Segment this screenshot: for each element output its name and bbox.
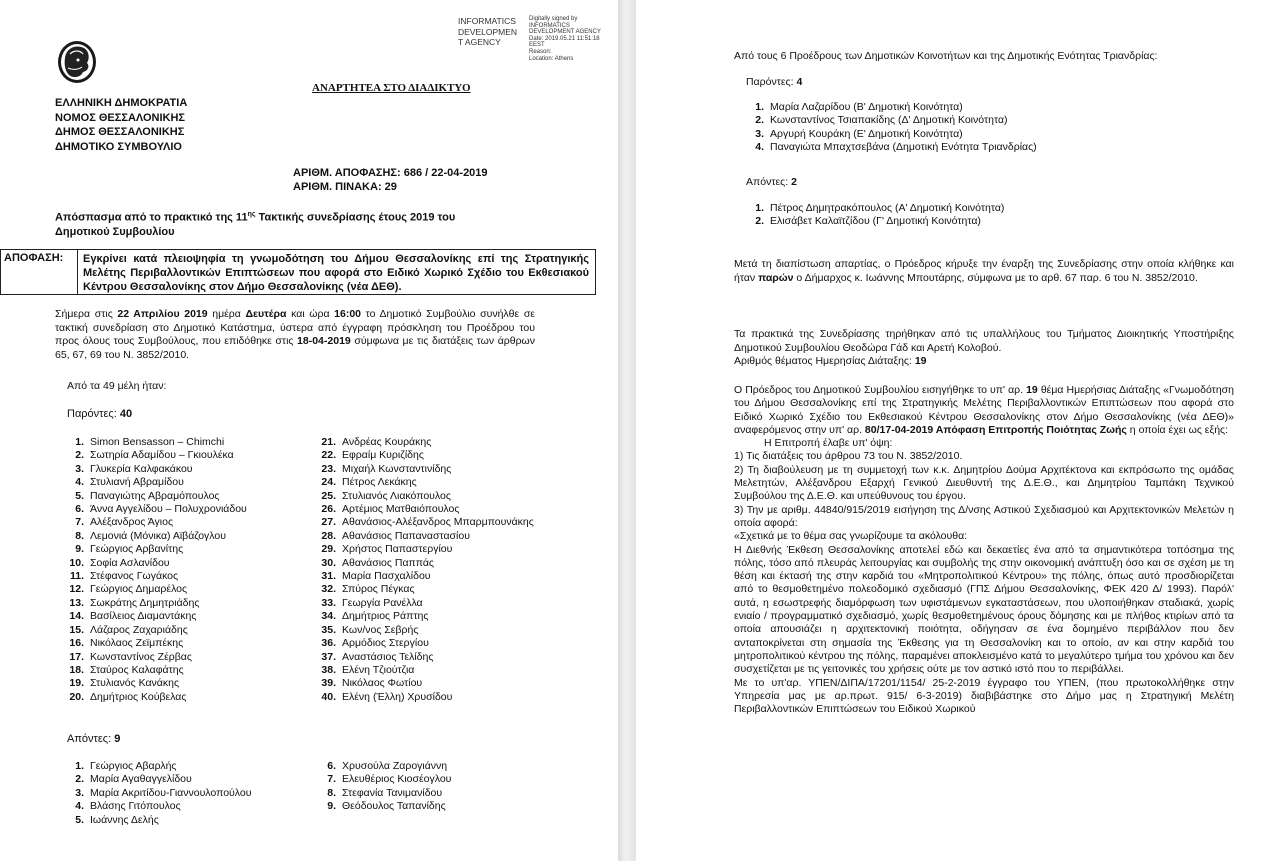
list-number: 38. (321, 663, 336, 676)
absent-member (64, 787, 251, 800)
member-name: Λεμονιά (Μόνικα) Αϊβάζογλου (90, 529, 226, 542)
member-name: Σωτηρία Αδαμίδου – Γκιουλέκα (90, 449, 234, 462)
member-name: Γεωργία Ρανέλλα (342, 596, 423, 609)
present-member (316, 583, 534, 596)
member-name: Αργυρή Κουράκη (Ε' Δημοτική Κοινότητα) (770, 127, 963, 140)
page-gutter (618, 0, 636, 861)
present-president (744, 101, 1037, 114)
list-number: 30. (321, 556, 336, 569)
decision-box (0, 249, 596, 295)
present-count: 4 (796, 76, 803, 88)
document-page-left (0, 0, 618, 861)
presidents-present-list (744, 101, 1037, 155)
absent-label: Απόντες: (746, 176, 792, 188)
present-list-col2 (316, 436, 534, 704)
meeting-day: Δευτέρα (245, 308, 287, 320)
list-number: 1. (755, 101, 764, 113)
present-member (64, 476, 247, 489)
extract-title-text: Απόσπασμα από το πρακτικό της 11 (55, 211, 248, 224)
quorum-paragraph (734, 258, 1234, 285)
intro-text: Σήμερα στις (55, 308, 118, 320)
extract-title (55, 208, 555, 239)
report-text: η οποία έχει ως εξής: (1126, 423, 1229, 436)
list-number: 11. (69, 570, 84, 583)
decision-separator (77, 250, 78, 294)
member-name: Πέτρος Λεκάκης (342, 476, 417, 489)
extract-title-text-2: Τακτικής συνεδρίασης έτους 2019 του (255, 211, 456, 224)
considered-item-3: 3) Την με αριθμ. 44840/915/2019 εισήγηση της Δ/νσης Αστικού Σχεδιασμού και Αρχιτεκτονικών Μελετών η οποία αφορά: (734, 503, 1234, 529)
list-number: 27. (321, 516, 336, 529)
present-heading (67, 407, 132, 421)
member-name: Ελένη (Έλλη) Χρυσίδου (342, 690, 453, 703)
present-member (316, 449, 534, 462)
present-member (64, 597, 247, 610)
minutes-paragraph: Τα πρακτικά της Συνεδρίασης τηρήθηκαν από τις υπαλλήλους του Τμήματος Διοικητικής Υποστήριξης Δημοτικού Συμβουλίου Θεοδώρα Γάδ και Αρετή Κολοβού. (734, 328, 1234, 354)
presidents-heading: Από τους 6 Προέδρους των Δημοτικών Κοινοτήτων και της Δημοτικής Ενότητας Τριανδρίας: (734, 50, 1158, 62)
decision-number: ΑΡΙΘΜ. ΑΠΟΦΑΣΗΣ: 686 / 22-04-2019 (293, 167, 488, 179)
agenda-number: 19 (914, 355, 927, 367)
present-member (64, 530, 247, 543)
member-name: Παναγιώτης Αβραμόπουλος (90, 489, 220, 502)
present-member (64, 637, 247, 650)
member-name: Στυλιανός Κανάκης (90, 677, 180, 690)
list-number: 7. (75, 516, 84, 529)
quorum-text: ο Δήμαρχος κ. Ιωάννης Μπουτάρης, σύμφωνα με το αρθ. 67 παρ. 6 του Ν. 3852/2010. (793, 271, 1198, 284)
absent-member (64, 760, 251, 773)
member-name: Ανδρέας Κουράκης (342, 436, 432, 448)
list-number: 36. (321, 637, 336, 650)
present-member (316, 490, 534, 503)
absent-president (744, 215, 1004, 228)
signature-details: Digitally signed by INFORMATICS DEVELOPMENT AGENCY Date: 2019.05.21 11:51:18 EEST Reason: Location: Athens (529, 16, 601, 62)
absent-count: 2 (791, 176, 797, 188)
member-name: Σταύρος Καλαφάτης (90, 663, 184, 676)
member-name: Χρήστος Παπαστεργίου (342, 543, 453, 556)
present-member (316, 651, 534, 664)
member-name: Μαρία Λαζαρίδου (Β' Δημοτική Κοινότητα) (770, 101, 963, 113)
present-list-col1 (64, 436, 247, 704)
intro-text: σύμφωνα με τις διατάξεις των άρθρων 65, 67, 69 του Ν. 3852/2010. (55, 335, 536, 361)
member-name: Αλέξανδρος Άγιος (90, 516, 174, 529)
member-name: Στυλιανός Λιακόπουλος (342, 489, 451, 502)
list-number: 31. (321, 570, 336, 583)
present-member (64, 624, 247, 637)
absent-member (64, 814, 251, 827)
list-number: 29. (321, 543, 336, 556)
list-number: 37. (321, 650, 336, 663)
list-number: 35. (321, 623, 336, 636)
present-member (316, 463, 534, 476)
member-name: Στέφανος Γωγάκος (90, 570, 179, 583)
report-topic-number: 19 (1026, 384, 1038, 396)
list-number: 5. (75, 813, 84, 826)
member-name: Μαρία Ακριτίδου-Γιαννουλοπούλου (90, 786, 252, 799)
list-number: 2. (755, 215, 764, 228)
intro-text: και ώρα (286, 308, 335, 320)
present-member (64, 543, 247, 556)
member-name: Λάζαρος Ζαχαριάδης (90, 623, 188, 636)
list-number: 8. (75, 529, 84, 542)
absent-member (316, 760, 451, 773)
present-member (316, 691, 534, 704)
present-member (316, 543, 534, 556)
present-member (316, 677, 534, 690)
member-name: Βλάσης Γιτόπουλος (90, 800, 181, 813)
intro-text: το Δημοτικό Συμβούλιο συνήλθε σε τακτική συνεδρίαση στο Δημοτικό Κατάστημα, ύστερα από έγγραφη πρόσκληση του Προέδρου του προς όλους τους Συμβούλους, που επιδόθηκε στις (55, 308, 535, 347)
list-number: 21. (321, 436, 336, 448)
list-number: 15. (69, 623, 84, 636)
absent-member (316, 773, 451, 786)
member-name: Νικόλαος Φωτίου (342, 677, 423, 690)
list-number: 40. (321, 690, 336, 703)
member-name: Κωνσταντίνος Ζέρβας (90, 650, 192, 663)
presidents-absent-heading (746, 176, 797, 190)
list-number: 34. (321, 610, 336, 623)
present-member (316, 610, 534, 623)
member-name: Αθανάσιος-Αλέξανδρος Μπαρμπουνάκης (342, 516, 534, 529)
list-number: 24. (321, 476, 336, 489)
present-member (64, 651, 247, 664)
extract-title-line2: Δημοτικού Συμβουλίου (55, 225, 175, 238)
list-number: 10. (69, 556, 84, 569)
list-number: 4. (75, 800, 84, 813)
present-member (316, 436, 534, 449)
header-line: ΔΗΜΟΤΙΚΟ ΣΥΜΒΟΥΛΙΟ (55, 140, 182, 153)
present-member (316, 503, 534, 516)
agenda-line (734, 355, 927, 369)
list-number: 9. (75, 543, 84, 556)
member-name: Αθανάσιος Παππάς (342, 556, 434, 569)
header-line: ΕΛΛΗΝΙΚΗ ΔΗΜΟΚΡΑΤΙΑ (55, 97, 188, 109)
member-name: Γλυκερία Καλφακάκου (90, 462, 193, 475)
member-name: Στυλιανή Αβραμίδου (90, 476, 184, 489)
member-name: Σωκράτης Δημητριάδης (90, 596, 200, 609)
present-member (64, 463, 247, 476)
present-member (316, 557, 534, 570)
intro-text: ημέρα (207, 308, 246, 320)
present-member (316, 476, 534, 489)
member-name: Σπύρος Πέγκας (342, 583, 415, 596)
present-label: Παρόντες: (746, 76, 797, 88)
list-number: 14. (69, 610, 84, 623)
meeting-time: 16:00 (334, 308, 361, 320)
member-name: Στεφανία Τανιμανίδου (342, 786, 443, 799)
present-member (316, 570, 534, 583)
list-number: 4. (755, 141, 764, 154)
list-number: 26. (321, 503, 336, 516)
list-number: 22. (321, 449, 336, 462)
member-name: Δημήτριος Ράπτης (342, 610, 429, 623)
hellenic-emblem-icon (56, 38, 98, 86)
quorum-bold: παρών (758, 271, 794, 284)
decision-label: ΑΠΟΦΑΣΗ: (4, 252, 64, 264)
authority-header (55, 96, 187, 154)
member-name: Σοφία Ασλανίδου (90, 556, 170, 569)
member-name: Αρτέμιος Ματθαιόπουλος (342, 503, 460, 516)
considered-item-1: 1) Τις διατάξεις του άρθρου 73 του Ν. 3852/2010. (734, 450, 963, 463)
list-number: 5. (75, 489, 84, 502)
committee-line: H Επιτροπή έλαβε υπ' όψη: (764, 437, 893, 450)
header-line: ΔΗΜΟΣ ΘΕΣΣΑΛΟΝΙΚΗΣ (55, 126, 185, 138)
list-number: 1. (755, 202, 764, 214)
list-number: 3. (75, 462, 84, 475)
posting-title: ΑΝΑΡΤΗΤΕΑ ΣΤΟ ΔΙΑΔΙΚΤΥΟ (312, 82, 471, 94)
member-name: Ελένη Τζιούτζια (342, 663, 415, 676)
presidents-absent-list (744, 202, 1004, 229)
present-president (744, 128, 1037, 141)
list-number: 28. (321, 529, 336, 542)
table-number: ΑΡΙΘΜ. ΠΙΝΑΚΑ: 29 (293, 181, 397, 193)
list-number: 16. (69, 637, 84, 650)
present-president (744, 141, 1037, 154)
present-member (64, 677, 247, 690)
present-member (64, 610, 247, 623)
present-count: 40 (119, 408, 133, 420)
list-number: 2. (75, 773, 84, 786)
report-reference: 80/17-04-2019 Απόφαση Επιτροπής Ποιότητας Ζωής (864, 423, 1127, 436)
member-name: Ελισάβετ Καλαϊτζίδου (Γ' Δημοτική Κοινότητα) (770, 215, 981, 228)
present-member (64, 436, 247, 449)
list-number: 6. (327, 760, 336, 772)
present-member (64, 583, 247, 596)
list-number: 1. (75, 760, 84, 772)
member-name: Ελευθέριος Κιοσέογλου (342, 773, 452, 786)
member-name: Κων/νος Σεβρής (342, 623, 419, 636)
absent-president (744, 202, 1004, 215)
presidents-present-heading (746, 76, 802, 90)
list-number: 17. (69, 650, 84, 663)
final-paragraph: Με το υπ'αρ. ΥΠΕΝ/ΔΙΠΑ/17201/1154/ 25-2-2019 έγγραφο του ΥΠΕΝ, (που πρωτοκολλήθηκε στην Υπηρεσία μας με αρ.πρωτ. 915/ 6-3-2019) διαβιβάστηκε στο Δήμο μας η Στρατηγική Μελέτη Περιβαλλοντικών Επιπτώσεων του Ειδικού Χωρικού (734, 676, 1234, 716)
intro-paragraph (55, 308, 535, 362)
list-number: 18. (69, 663, 84, 676)
report-text: Ο Πρόεδρος του Δημοτικού Συμβουλίου εισηγήθηκε το υπ' αρ. (734, 384, 1027, 396)
absent-member (64, 800, 251, 813)
present-member (316, 516, 534, 529)
member-name: Αθανάσιος Παπαναστασίου (342, 529, 470, 542)
agenda-label: Αριθμός θέματος Ημερησίας Διάταξης: (734, 355, 915, 367)
present-member (64, 503, 247, 516)
delivery-date: 18-04-2019 (297, 335, 351, 347)
absent-heading (67, 732, 120, 746)
member-name: Simon Bensasson – Chimchi (90, 436, 225, 448)
member-name: Γεώργιος Αρβανίτης (90, 543, 184, 556)
extract-title-sup: ης (247, 211, 256, 218)
list-number: 2. (75, 449, 84, 462)
header-line: ΝΟΜΟΣ ΘΕΣΣΑΛΟΝΙΚΗΣ (55, 111, 186, 124)
member-name: Εφραίμ Κυριζίδης (342, 449, 424, 462)
present-member (64, 691, 247, 704)
member-name: Κωνσταντίνος Τσιαπακίδης (Δ' Δημοτική Κοινότητα) (770, 114, 1008, 127)
member-name: Ιωάννης Δελής (90, 813, 159, 826)
quote-body: Η Διεθνής Έκθεση Θεσσαλονίκης αποτελεί εδώ και δεκαετίες ένα από τα σημαντικότερα τοπόσημα της πόλης, τόσο από πλευράς λειτουργίας και συμβολής της στην οικονομική ανάπτυξη όσο και σε σχέση με τη θέση και έκτασή της στην καρδιά του «Μητροπολιτικού Κέντρου» της πόλης, όπως αυτό προσδιορίζεται από το θεσμοθετημένο πολεοδομικό σχεδιασμό (ΓΠΣ Δήμου Θεσσαλονίκης, ΦΕΚ 420 Δ/ 1993). Παρόλ' αυτά, η εσωστρεφής διαμόρφωση των υφιστάμενων εγκαταστάσεων, που υλοποιήθηκαν σταδιακά, χωρίς ενιαίο / προγραμματικό σχεδιασμό, χωρίς θεσμοθετημένους όρους δόμησης και με πλήθος κτιρίων από τα οποία απουσιάζει η αρχιτεκτονική ποιότητα, οδήγησαν σε ένα δομημένο περιβάλλον που δεν ανταποκρίνεται στη σημασία της Έκθεσης για τη Θεσσαλονίκη και το οποίο, αν και στην καρδιά του μητροπολιτικού κέντρου της πόλης, παραμένει αποκλεισμένο κατά το μεγαλύτερο τμήμα του χρόνου και δεν συσχετίζεται με τις γειτονικές του χρήσεις ούτε με τον αστικό ιστό που το περιβάλλει. (734, 543, 1234, 676)
member-name: Αρμόδιος Στεργίου (342, 637, 429, 650)
member-name: Νικόλαος Ζεϊμπέκης (90, 637, 184, 650)
list-number: 7. (327, 773, 336, 786)
list-number: 3. (75, 786, 84, 799)
absent-list-col2 (316, 760, 451, 814)
report-intro (734, 384, 1234, 437)
present-member (316, 637, 534, 650)
quorum-text: Μετά τη διαπίστωση απαρτίας, ο Πρόεδρος κήρυξε την έναρξη της Συνεδρίασης στην οποία κλήθηκε και ήταν (734, 258, 1234, 284)
present-president (744, 114, 1037, 127)
member-name: Μαρία Αγαθαγγελίδου (90, 773, 192, 786)
absent-member (316, 787, 451, 800)
member-name: Δημήτριος Κούβελας (90, 690, 187, 703)
list-number: 6. (75, 503, 84, 516)
meeting-date: 22 Απριλίου 2019 (117, 308, 208, 320)
list-number: 19. (69, 677, 84, 690)
member-name: Γεώργιος Αβαρλής (90, 760, 177, 772)
quote-intro: «Σχετικά με το θέμα σας γνωρίζουμε τα ακόλουθα: (734, 530, 968, 543)
list-number: 9. (327, 800, 336, 813)
present-member (64, 490, 247, 503)
considered-item-2: 2) Τη διαβούλευση με τη συμμετοχή των κ.κ. Δημητρίου Δούμα Αρχιτέκτονα και εκπρόσωπο της ομάδας Μελετητών, Αλέξανδρου Εξαρχή Γενικού Διευθυντή της Δ.Ε.Θ., και Δημητρίου Ταμπάκη Τεχνικού Συμβούλου της Δ.Ε.Θ. και υπεύθυνους του έργου. (734, 463, 1234, 503)
list-number: 13. (69, 596, 84, 609)
member-name: Γεώργιος Δημαρέλος (90, 583, 188, 596)
absent-member (64, 773, 251, 786)
absent-label: Απόντες: (67, 733, 115, 745)
signature-agency: INFORMATICS DEVELOPMEN T AGENCY (458, 16, 518, 47)
member-name: Θεόδουλος Ταπανίδης (342, 800, 446, 813)
present-label: Παρόντες: (67, 408, 120, 420)
list-number: 4. (75, 476, 84, 489)
absent-list-col1 (64, 760, 251, 827)
list-number: 1. (75, 436, 84, 448)
present-member (316, 597, 534, 610)
absent-count: 9 (114, 733, 121, 745)
absent-member (316, 800, 451, 813)
list-number: 39. (321, 677, 336, 690)
decision-text: Εγκρίνει κατά πλειοψηφία τη γνωμοδότηση του Δήμου Θεσσαλονίκης επί της Στρατηγικής Μελέτης Περιβαλλοντικών Επιπτώσεων που αφορά στο Ειδικό Χωρικό Σχέδιο του Εκθεσιακού Κέντρου Θεσσαλονίκης στον Δήμο Θεσσαλονίκης (νέα ΔΕΘ). (83, 253, 589, 293)
present-member (64, 664, 247, 677)
member-name: Παναγιώτα Μπαχτσεβάνα (Δημοτική Ενότητα Τριανδρίας) (770, 141, 1037, 154)
member-name: Χρυσούλα Ζαρογιάννη (342, 760, 448, 772)
member-name: Πέτρος Δημητρακόπουλος (Α' Δημοτική Κοινότητα) (770, 202, 1005, 214)
present-member (64, 570, 247, 583)
list-number: 20. (69, 690, 84, 703)
present-member (316, 664, 534, 677)
member-name: Μαρία Πασχαλίδου (342, 570, 431, 583)
list-number: 8. (327, 786, 336, 799)
member-name: Άννα Αγγελίδου – Πολυχρονιάδου (90, 503, 247, 516)
list-number: 2. (755, 114, 764, 127)
present-member (316, 624, 534, 637)
present-member (316, 530, 534, 543)
list-number: 32. (321, 583, 336, 596)
list-number: 25. (321, 489, 336, 502)
present-member (64, 516, 247, 529)
report-text: θέμα Ημερήσιας Διάταξης «Γνωμοδότηση του Δήμου Θεσσαλονίκης επί της Στρατηγικής Μελέτης Περιβαλλοντικών Επιπτώσεων που αφορά στο Ειδικό Χωρικό Σχέδιο του Εκθεσιακού Κέντρου Θεσσαλονίκης στον Δήμο Θεσσαλονίκης (νέα ΔΕΘ)» αναφερόμενος στην υπ' αρ. (734, 384, 1234, 436)
member-name: Αναστάσιος Τελίδης (342, 650, 434, 663)
list-number: 33. (321, 596, 336, 609)
list-number: 12. (69, 583, 84, 596)
member-name: Βασίλειος Διαμαντάκης (90, 610, 197, 623)
report-body (734, 384, 1234, 716)
list-number: 3. (755, 127, 764, 140)
present-member (64, 557, 247, 570)
member-name: Μιχαήλ Κωνσταντινίδης (342, 462, 452, 475)
members-line: Από τα 49 μέλη ήταν: (67, 380, 167, 392)
list-number: 23. (321, 462, 336, 475)
present-member (64, 449, 247, 462)
document-page-right (636, 0, 1274, 861)
